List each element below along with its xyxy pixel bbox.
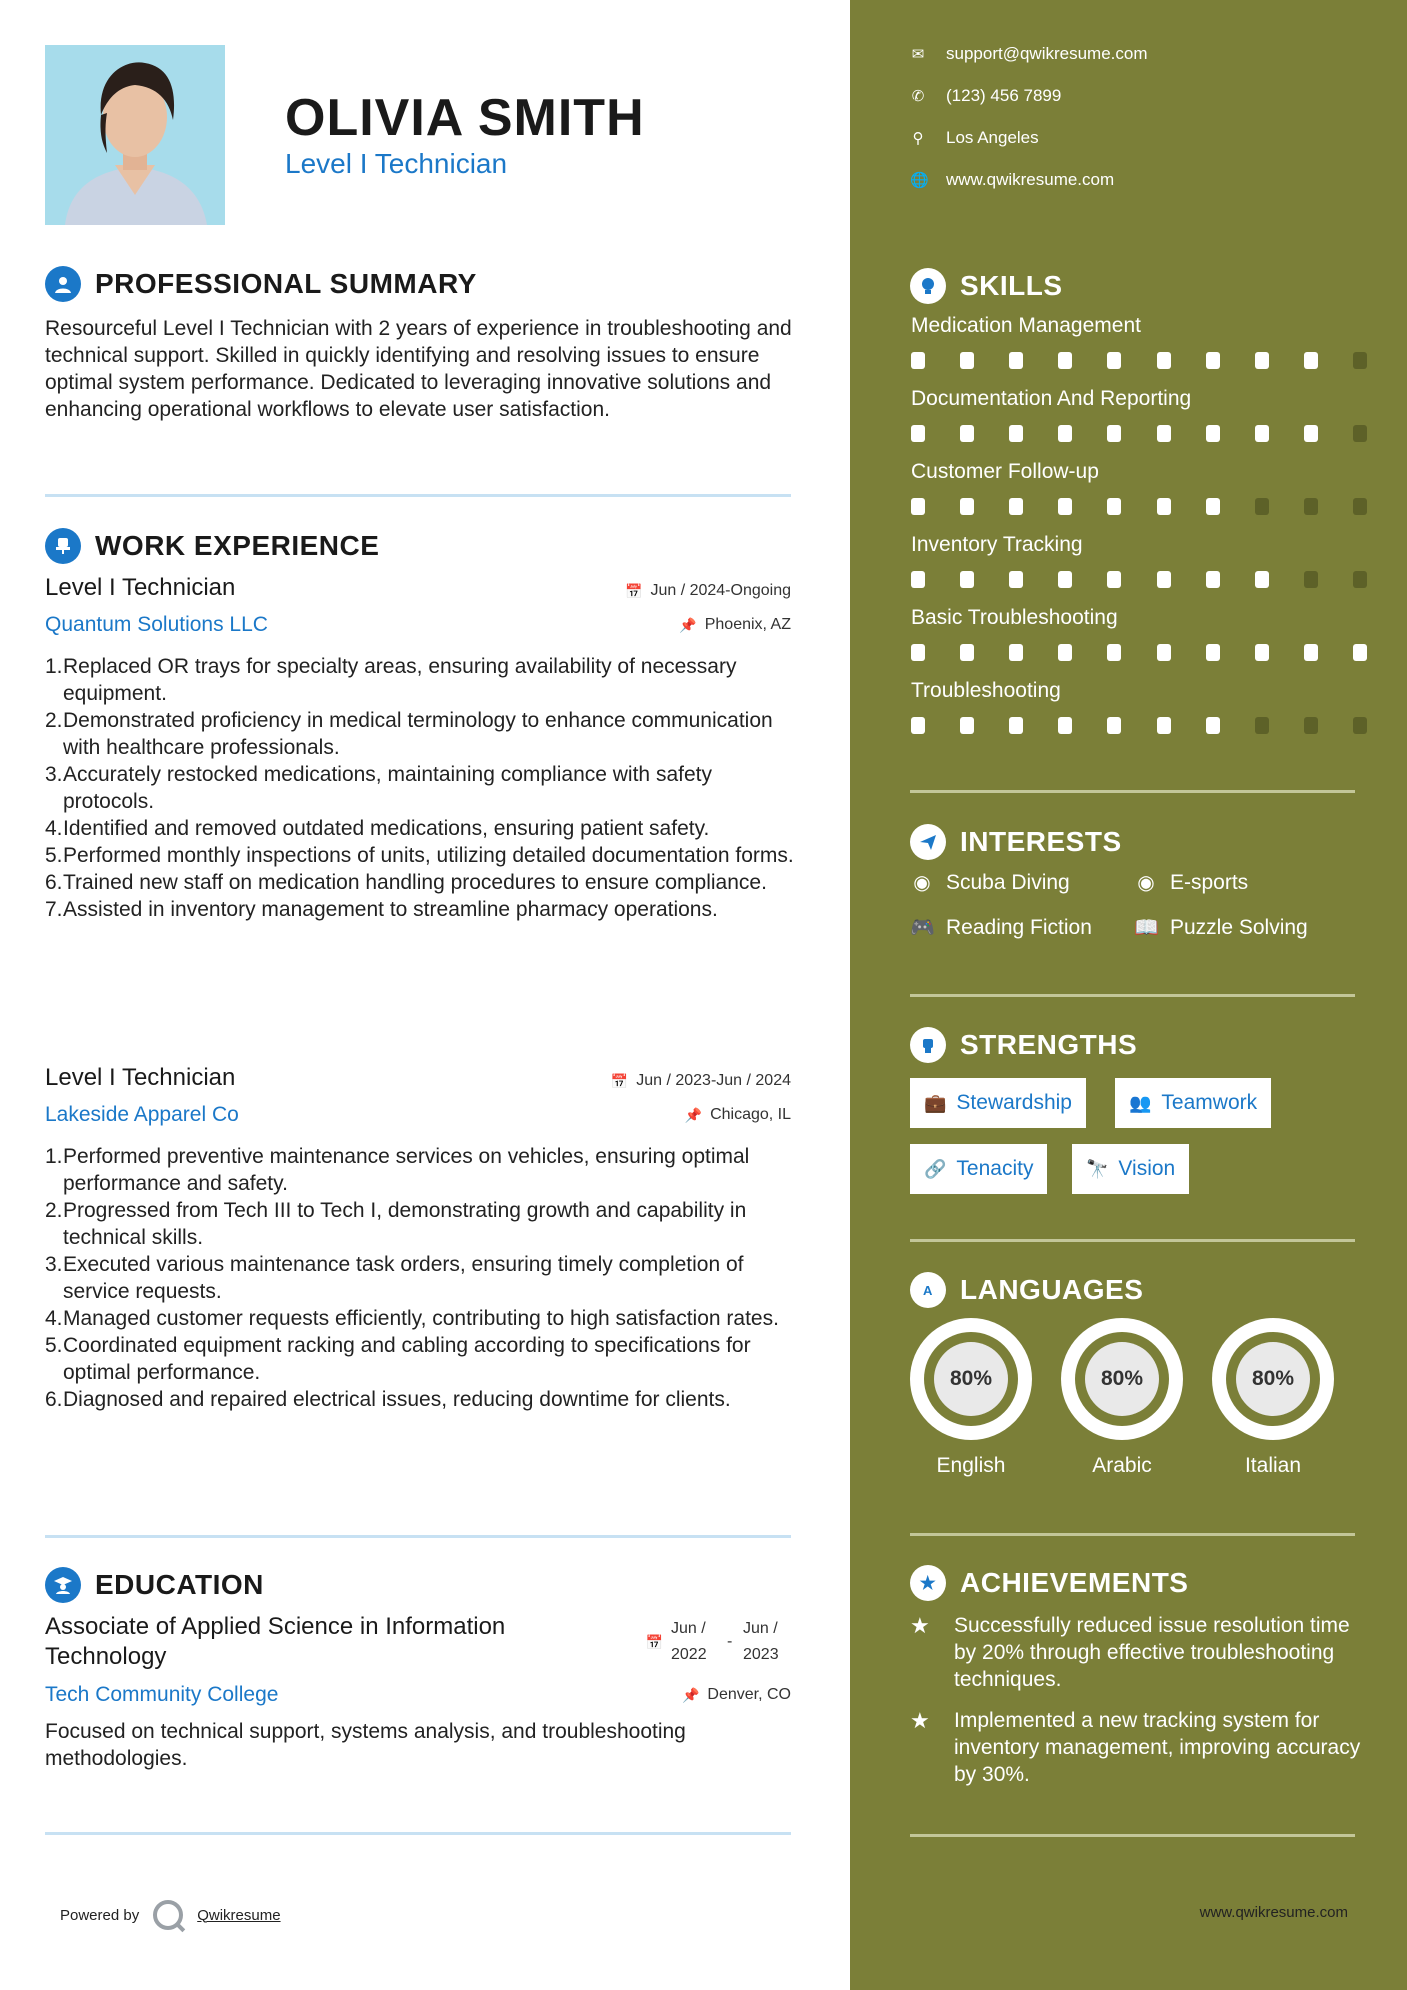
rating-dot xyxy=(1304,717,1318,734)
fist-icon xyxy=(910,1027,946,1063)
rating-dot xyxy=(1206,717,1220,734)
skill-name: Medication Management xyxy=(911,314,1141,337)
skill-rating xyxy=(911,717,1367,734)
rating-dot xyxy=(911,352,925,369)
job-company: Quantum Solutions LLC xyxy=(45,613,268,636)
job-title: Level I Technician xyxy=(45,574,236,601)
binoculars-icon: 🔭 xyxy=(1086,1158,1109,1179)
list-item: 5. Performed monthly inspections of units, utilizing detailed documentation forms. xyxy=(45,844,794,867)
phone-icon: ✆ xyxy=(911,88,925,105)
work-heading xyxy=(45,528,379,564)
rating-dot xyxy=(1157,352,1171,369)
users-icon: 👥 xyxy=(1129,1092,1152,1113)
rating-dot xyxy=(1206,425,1220,442)
degree-title: Associate of Applied Science in Information Technology xyxy=(45,1613,506,1670)
education-heading xyxy=(45,1567,264,1603)
education-location: 📌 Denver, CO xyxy=(681,1686,791,1703)
rating-dot xyxy=(1009,425,1023,442)
interest-item: ◉ Scuba Diving xyxy=(910,870,1070,895)
summary-text: Resourceful Level I Technician with 2 years of experience in troubleshooting and technical support. Skilled in quickly identifying and resolving issues to ensure optimal system performance. Dedicated to leveraging innovative solutions and enhancing operational workflows to elevate user satisfaction. xyxy=(45,317,792,421)
rating-dot xyxy=(1255,425,1269,442)
education-date: 📅 Jun / 2022 - Jun / 2023 xyxy=(645,1620,779,1663)
powered-by: Powered by Qwikresume xyxy=(60,1900,281,1930)
skill-rating xyxy=(911,571,1367,588)
rating-dot xyxy=(1157,571,1171,588)
calendar-icon: 📅 xyxy=(625,582,643,599)
list-item: 1. Replaced OR trays for specialty areas, ensuring availability of necessary equipment. xyxy=(45,655,737,705)
interests-heading xyxy=(910,824,1122,860)
rating-dot xyxy=(1157,498,1171,515)
rating-dot xyxy=(1058,717,1072,734)
contact-website[interactable]: 🌐 www.qwikresume.com xyxy=(910,170,1115,189)
life-ring-icon: ◉ xyxy=(1137,872,1155,894)
pin-icon: 📌 xyxy=(684,1106,703,1123)
map-pin-icon: ⚲ xyxy=(912,130,924,147)
list-item: 6. Trained new staff on medication handling procedures to ensure compliance. xyxy=(45,871,767,894)
divider xyxy=(45,494,791,497)
rating-dot xyxy=(1206,571,1220,588)
list-item: 4. Managed customer requests efficiently, contributing to high satisfaction rates. xyxy=(45,1307,779,1330)
rating-dot xyxy=(1058,571,1072,588)
contact-location: ⚲ Los Angeles xyxy=(910,128,1039,148)
rating-dot xyxy=(1058,425,1072,442)
rating-dot xyxy=(1107,425,1121,442)
rating-dot xyxy=(960,644,974,661)
rating-dot xyxy=(960,425,974,442)
skill-name: Inventory Tracking xyxy=(911,533,1083,556)
rating-dot xyxy=(1304,425,1318,442)
gamepad-icon: 🎮 xyxy=(910,917,935,939)
strength-chip: 🔭 Vision xyxy=(1072,1144,1189,1194)
rating-dot xyxy=(1353,571,1367,588)
job-date: 📅 Jun / 2023-Jun / 2024 xyxy=(610,1072,791,1089)
languages-title: LANGUAGES xyxy=(960,1274,1144,1305)
candidate-role: Level I Technician xyxy=(285,148,508,179)
achievement-item: ★ Successfully reduced issue resolution time by 20% through effective troubleshooting techniques. xyxy=(910,1613,1350,1691)
rating-dot xyxy=(1058,644,1072,661)
profile-photo xyxy=(45,45,225,225)
rating-dot xyxy=(1353,425,1367,442)
language-ring: 80% xyxy=(1212,1318,1334,1440)
strengths-heading xyxy=(910,1027,1137,1063)
job-location: 📌 Phoenix, AZ xyxy=(679,616,791,633)
job-duties xyxy=(45,1143,795,1413)
lightbulb-icon xyxy=(910,268,946,304)
languages-heading xyxy=(910,1272,1143,1308)
briefcase-icon: 💼 xyxy=(924,1092,947,1113)
qwikresume-link[interactable]: Qwikresume xyxy=(197,1906,281,1924)
rating-dot xyxy=(1009,498,1023,515)
list-item: 7. Assisted in inventory management to streamline pharmacy operations. xyxy=(45,898,718,921)
strength-chip: 💼 Stewardship xyxy=(910,1078,1086,1128)
work-title: WORK EXPERIENCE xyxy=(95,530,380,561)
rating-dot xyxy=(911,571,925,588)
rating-dot xyxy=(1353,717,1367,734)
rating-dot xyxy=(911,425,925,442)
list-item: 5. Coordinated equipment racking and cabling according to specifications for optimal performance. xyxy=(45,1334,751,1384)
rating-dot xyxy=(1206,644,1220,661)
rating-dot xyxy=(1058,352,1072,369)
interest-item: ◉ E-sports xyxy=(1134,870,1248,895)
strength-chip: 🔗 Tenacity xyxy=(910,1144,1047,1194)
list-item: 3. Accurately restocked medications, maintaining compliance with safety protocols. xyxy=(45,763,712,813)
skill-rating xyxy=(911,498,1367,515)
rating-dot xyxy=(1304,571,1318,588)
rating-dot xyxy=(1255,644,1269,661)
rating-dot xyxy=(1107,571,1121,588)
interests-title: INTERESTS xyxy=(960,826,1122,857)
qwikresume-logo-icon xyxy=(153,1900,183,1930)
strengths-title: STRENGTHS xyxy=(960,1029,1138,1060)
rating-dot xyxy=(1255,571,1269,588)
achievements-heading xyxy=(910,1565,1188,1601)
list-item: 2. Demonstrated proficiency in medical terminology to enhance communication with healthcare professionals. xyxy=(45,709,773,759)
envelope-icon: ✉ xyxy=(911,46,925,63)
rating-dot xyxy=(1304,352,1318,369)
divider xyxy=(910,1834,1355,1837)
summary-heading xyxy=(45,266,477,302)
rating-dot xyxy=(1157,644,1171,661)
rating-dot xyxy=(1009,717,1023,734)
contact-phone[interactable]: ✆ (123) 456 7899 xyxy=(911,86,1062,105)
sidebar xyxy=(850,0,1407,1990)
skill-name: Documentation And Reporting xyxy=(911,387,1192,410)
rating-dot xyxy=(1107,644,1121,661)
paper-plane-icon xyxy=(910,824,946,860)
job-duties xyxy=(45,653,795,923)
divider xyxy=(910,1533,1355,1536)
rating-dot xyxy=(1255,498,1269,515)
strength-chip: 👥 Teamwork xyxy=(1115,1078,1271,1128)
rating-dot xyxy=(1107,717,1121,734)
rating-dot xyxy=(1206,352,1220,369)
language-item: 80% Italian xyxy=(1212,1318,1334,1478)
language-ring: 80% xyxy=(1061,1318,1183,1440)
list-item: 4. Identified and removed outdated medications, ensuring patient safety. xyxy=(45,817,710,840)
job-company: Lakeside Apparel Co xyxy=(45,1103,239,1126)
rating-dot xyxy=(1009,644,1023,661)
language-item: 80% Arabic xyxy=(1061,1318,1183,1478)
rating-dot xyxy=(911,717,925,734)
rating-dot xyxy=(960,571,974,588)
rating-dot xyxy=(1206,498,1220,515)
skills-title: SKILLS xyxy=(960,270,1063,301)
skill-rating xyxy=(911,425,1367,442)
achievement-item: ★ Implemented a new tracking system for inventory management, improving accuracy by 30%. xyxy=(910,1708,1361,1786)
skill-name: Troubleshooting xyxy=(911,679,1061,702)
divider xyxy=(910,994,1355,997)
skill-name: Customer Follow-up xyxy=(911,460,1099,483)
rating-dot xyxy=(1255,717,1269,734)
rating-dot xyxy=(1157,425,1171,442)
job-location: 📌 Chicago, IL xyxy=(684,1106,791,1123)
rating-dot xyxy=(1304,498,1318,515)
divider xyxy=(45,1535,791,1538)
rating-dot xyxy=(1009,352,1023,369)
education-title: EDUCATION xyxy=(95,1569,264,1600)
language-ring: 80% xyxy=(910,1318,1032,1440)
rating-dot xyxy=(1107,352,1121,369)
globe-icon: 🌐 xyxy=(910,172,929,189)
pin-icon: 📌 xyxy=(679,616,697,633)
list-item: 6. Diagnosed and repaired electrical issues, reducing downtime for clients. xyxy=(45,1388,731,1411)
shooting-star-icon: ★ xyxy=(910,1708,930,1733)
footer-website[interactable]: www.qwikresume.com xyxy=(1199,1904,1348,1921)
skill-rating xyxy=(911,352,1367,369)
divider xyxy=(910,790,1355,793)
rating-dot xyxy=(1157,717,1171,734)
rating-dot xyxy=(1353,352,1367,369)
user-icon xyxy=(45,266,81,302)
rating-dot xyxy=(1353,498,1367,515)
contact-email[interactable]: ✉ support@qwikresume.com xyxy=(911,44,1148,63)
translate-icon: A xyxy=(910,1272,946,1308)
interest-item: 📖 Puzzle Solving xyxy=(1134,915,1308,939)
rating-dot xyxy=(960,352,974,369)
rating-dot xyxy=(960,498,974,515)
skill-name: Basic Troubleshooting xyxy=(911,606,1118,629)
shooting-star-icon: ★ xyxy=(910,1613,930,1638)
skill-rating xyxy=(911,644,1367,661)
candidate-name: OLIVIA SMITH xyxy=(285,89,645,147)
rating-dot xyxy=(1304,644,1318,661)
summary-title: PROFESSIONAL SUMMARY xyxy=(95,268,477,299)
interest-item: 🎮 Reading Fiction xyxy=(910,915,1092,939)
rating-dot xyxy=(1058,498,1072,515)
rating-dot xyxy=(911,498,925,515)
book-icon: 📖 xyxy=(1134,917,1159,939)
rating-dot xyxy=(1009,571,1023,588)
rating-dot xyxy=(1353,644,1367,661)
skills-heading xyxy=(910,268,1063,304)
job-title: Level I Technician xyxy=(45,1064,236,1091)
divider xyxy=(45,1832,791,1835)
achievements-title: ACHIEVEMENTS xyxy=(960,1567,1189,1598)
school-name: Tech Community College xyxy=(45,1683,279,1706)
language-item: 80% English xyxy=(910,1318,1032,1478)
link-icon: 🔗 xyxy=(924,1158,947,1179)
star-badge-icon: ★ xyxy=(910,1565,946,1601)
list-item: 3. Executed various maintenance task orders, ensuring timely completion of service requests. xyxy=(45,1253,744,1303)
calendar-icon: 📅 xyxy=(645,1633,663,1650)
divider xyxy=(910,1239,1355,1242)
education-description: Focused on technical support, systems analysis, and troubleshooting methodologies. xyxy=(45,1720,686,1770)
pin-icon: 📌 xyxy=(681,1686,700,1703)
calendar-icon: 📅 xyxy=(610,1072,629,1089)
list-item: 2. Progressed from Tech III to Tech I, demonstrating growth and capability in technical skills. xyxy=(45,1199,747,1249)
rating-dot xyxy=(911,644,925,661)
life-ring-icon: ◉ xyxy=(913,872,931,894)
rating-dot xyxy=(1107,498,1121,515)
briefcase-chair-icon xyxy=(45,528,81,564)
rating-dot xyxy=(960,717,974,734)
graduate-icon xyxy=(45,1567,81,1603)
job-date: 📅 Jun / 2024-Ongoing xyxy=(625,582,791,599)
list-item: 1. Performed preventive maintenance services on vehicles, ensuring optimal performance and safety. xyxy=(45,1145,750,1195)
rating-dot xyxy=(1255,352,1269,369)
